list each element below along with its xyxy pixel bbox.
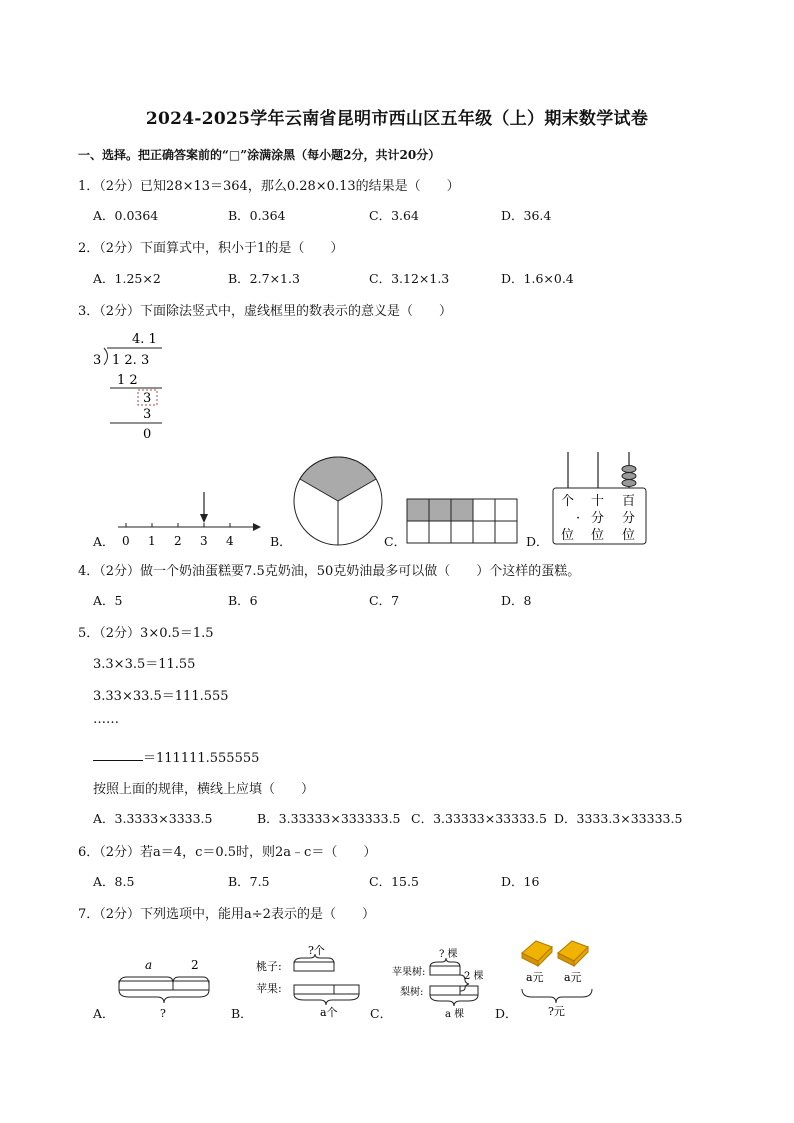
q5-option-c[interactable]: C．3.33333×33333.5 (411, 811, 547, 826)
q2-option-d[interactable]: D．1.6×0.4 (501, 271, 574, 286)
division-divisor: 3 (93, 353, 102, 368)
q3-label-a[interactable]: A． (93, 534, 115, 549)
fig-c-two: 2 棵 (464, 971, 484, 982)
division-step2: 3 (143, 407, 152, 422)
q7-figure-b (252, 940, 367, 1020)
q6-option-c[interactable]: C．15.5 (369, 874, 419, 889)
tick-1: 1 (148, 534, 156, 548)
abacus-label: 个 (561, 494, 575, 509)
q7-label-a[interactable]: A． (93, 1006, 115, 1021)
fig-a-label-2: 2 (191, 958, 199, 972)
q3-abacus-figure (550, 450, 650, 546)
question-5-stem: 5．（2分）3×0.5＝1.5 (78, 626, 214, 641)
q7-label-b[interactable]: B． (231, 1006, 253, 1021)
division-quotient: 4. 1 (132, 332, 157, 347)
q7-figure-d (518, 937, 598, 1021)
division-remainder: 0 (143, 427, 152, 442)
q3-circle-figure (292, 455, 384, 547)
fig-b-row1: 桃子: (256, 960, 282, 973)
fig-c-a: a 棵 (445, 1009, 465, 1020)
abacus-bead (622, 466, 636, 473)
fig-c-row1: 苹果树: (392, 967, 426, 978)
division-step1: 1 2 (117, 373, 138, 388)
long-division-figure (90, 328, 170, 443)
q3-label-b[interactable]: B． (270, 534, 292, 549)
abacus-label: 分 (591, 511, 605, 526)
question-1-stem: 1．（2分）已知28×13＝364，那么0.28×0.13的结果是（ ） (78, 179, 460, 194)
q5-option-d[interactable]: D．3333.3×33333.5 (554, 811, 683, 826)
abacus-bead (622, 473, 636, 480)
q6-option-b[interactable]: B．7.5 (228, 874, 270, 889)
q5-ellipsis: …… (93, 712, 119, 727)
section-heading: 一、选择。把正确答案前的“□”涂满涂黑（每小题2分，共计20分） (78, 148, 441, 162)
q3-number-line (115, 490, 265, 550)
tick-3: 3 (200, 534, 208, 548)
fig-b-question: ?个 (308, 944, 325, 957)
tick-2: 2 (174, 534, 182, 548)
page-title: 2024-2025学年云南省昆明市西山区五年级（上）期末数学试卷 (145, 109, 649, 129)
q3-label-c[interactable]: C． (384, 534, 407, 549)
fig-a-label-a: a (145, 958, 153, 972)
q5-line-4: ＝111111.555555 (143, 751, 260, 766)
q4-option-b[interactable]: B．6 (228, 593, 258, 608)
q1-option-c[interactable]: C．3.64 (369, 208, 419, 223)
abacus-label: 位 (561, 528, 575, 543)
division-dividend: 1 2. 3 (112, 353, 150, 368)
q3-label-d[interactable]: D． (526, 534, 549, 549)
fig-a-question: ? (160, 1007, 166, 1020)
abacus-decimal-point: · (576, 511, 581, 526)
q5-blank-line (93, 760, 143, 761)
fig-d-price-2: a元 (564, 971, 582, 984)
fig-d-price-1: a元 (526, 971, 544, 984)
q2-option-b[interactable]: B．2.7×1.3 (228, 271, 300, 286)
question-2-stem: 2．（2分）下面算式中，积小于1的是（ ） (78, 241, 344, 256)
q7-figure-c (390, 943, 500, 1021)
q4-option-a[interactable]: A．5 (93, 593, 123, 608)
fig-c-row2: 梨树: (400, 987, 424, 998)
fig-c-question: ? 棵 (439, 949, 458, 960)
tick-0: 0 (122, 534, 130, 548)
q7-label-d[interactable]: D． (495, 1006, 518, 1021)
book-icon (558, 941, 588, 966)
abacus-label: 位 (591, 528, 605, 543)
abacus-bead (622, 480, 636, 487)
division-boxed-digit: 3 (143, 391, 152, 406)
fig-b-row2: 苹果: (256, 982, 282, 995)
q1-option-a[interactable]: A．0.0364 (93, 208, 159, 223)
number-line-arrow (253, 523, 261, 531)
q5-line-2: 3.33×33.5＝111.555 (93, 689, 229, 704)
question-3-stem: 3．（2分）下面除法竖式中，虚线框里的数表示的意义是（ ） (78, 304, 453, 319)
question-7-stem: 7．（2分）下列选项中，能用a÷2表示的是（ ） (78, 907, 375, 922)
q6-option-a[interactable]: A．8.5 (93, 874, 135, 889)
abacus-label: 十 (591, 494, 605, 509)
q3-grid-figure (406, 498, 520, 544)
q6-option-d[interactable]: D．16 (501, 874, 540, 889)
q5-option-a[interactable]: A．3.3333×3333.5 (93, 811, 213, 826)
division-bracket (104, 348, 108, 365)
q5-option-b[interactable]: B．3.33333×333333.5 (257, 811, 401, 826)
q4-option-c[interactable]: C．7 (369, 593, 400, 608)
q7-label-c[interactable]: C． (370, 1006, 393, 1021)
q2-option-a[interactable]: A．1.25×2 (93, 271, 161, 286)
q5-prompt: 按照上面的规律，横线上应填（ ） (93, 782, 315, 797)
q1-option-d[interactable]: D．36.4 (501, 208, 552, 223)
q4-option-d[interactable]: D．8 (501, 593, 532, 608)
q7-figure-a (115, 955, 215, 1021)
q1-option-b[interactable]: B．0.364 (228, 208, 286, 223)
question-4-stem: 4．（2分）做一个奶油蛋糕要7.5克奶油，50克奶油最多可以做（ ）个这样的蛋糕。 (78, 564, 581, 579)
question-6-stem: 6．（2分）若a＝4，c＝0.5时，则2a﹣c＝（ ） (78, 845, 377, 860)
abacus-label: 位 (622, 528, 636, 543)
tick-4: 4 (226, 534, 234, 548)
fig-d-question: ?元 (548, 1005, 565, 1018)
abacus-label: 百 (622, 494, 636, 509)
abacus-label: 分 (622, 511, 636, 526)
q2-option-c[interactable]: C．3.12×1.3 (369, 271, 450, 286)
q5-line-1: 3.3×3.5＝11.55 (93, 657, 196, 672)
book-icon (522, 941, 552, 966)
fig-b-a: a个 (320, 1006, 338, 1019)
